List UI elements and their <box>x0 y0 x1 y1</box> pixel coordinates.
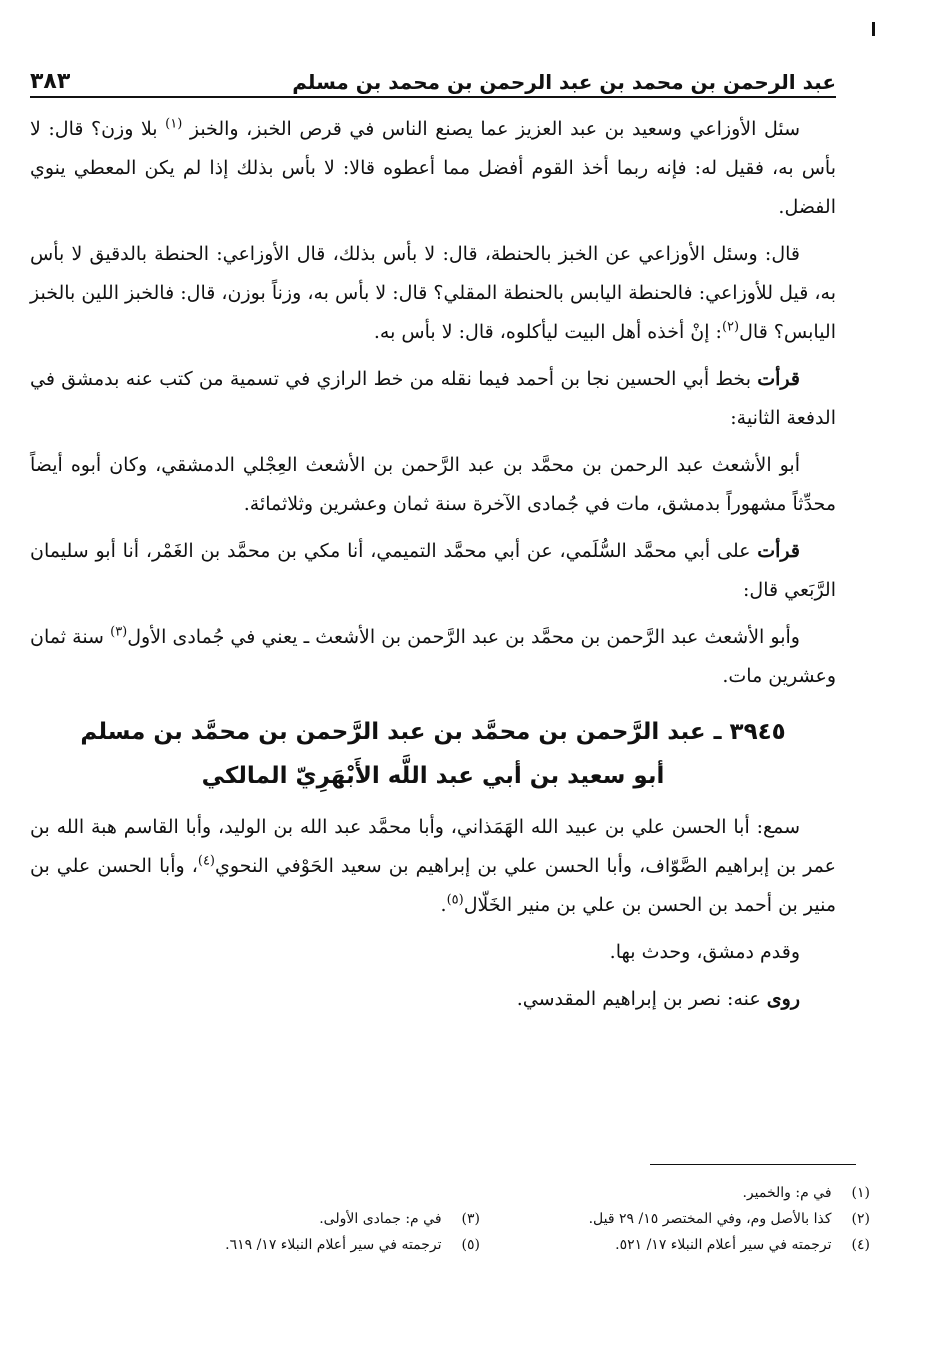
entry-title-line-1: ٣٩٤٥ ـ عبد الرَّحمن بن محمَّد بن عبد الرَّحمن بن محمَّد بن مسلم <box>80 719 786 745</box>
paragraph-6 <box>30 618 836 696</box>
footnote-3-text: في م: جمادى الأولى. <box>319 1211 442 1227</box>
main-text <box>30 110 836 1027</box>
footnote-2 <box>480 1206 870 1232</box>
footnote-row-3 <box>80 1232 870 1258</box>
footnote-3 <box>90 1206 480 1232</box>
footnote-5-text: ترجمته في سير أعلام النبلاء ١٧/ ٦١٩. <box>225 1237 442 1253</box>
footnote-1-number: (١) <box>851 1185 870 1201</box>
footnote-row-1 <box>80 1180 870 1206</box>
paragraph-5 <box>30 532 836 610</box>
paragraph-9 <box>30 980 836 1019</box>
paragraph-1-text-b: بلا وزن؟ قال: لا بأس به، فقيل له: فإنه ربما أخذ القوم أفضل مما أعطوه قالا: لا بأس بذلك إذا لم يكن المعطي ينوي الفضل. <box>30 118 836 218</box>
paragraph-8: وقدم دمشق، وحدث بها. <box>609 941 800 963</box>
paragraph-9-lead: روى <box>766 988 800 1010</box>
footnote-ref-1: (١) <box>165 116 183 132</box>
corner-mark <box>872 22 875 36</box>
footnote-3-number: (٣) <box>461 1211 480 1227</box>
running-header <box>30 56 836 96</box>
footnote-1 <box>480 1180 870 1206</box>
paragraph-6-text-b: سنة ثمان وعشرين مات. <box>30 626 836 687</box>
footnote-2-number: (٢) <box>851 1211 870 1227</box>
footnote-ref-2: (٢) <box>721 319 740 335</box>
paragraph-1 <box>30 110 836 227</box>
paragraph-3-lead: قرأت <box>757 368 800 390</box>
entry-title-line-2: أبو سعيد بن أبي عبد اللَّه الأَبْهَرِيّ المالكي <box>201 763 665 789</box>
footnote-row-2 <box>80 1206 870 1232</box>
paragraph-2-text-a: قال: وسئل الأوزاعي عن الخبز بالحنطة، قال: لا بأس بذلك، قال الأوزاعي: الحنطة بالدقيق لا بأس به، قيل للأوزاعي: فالحنطة اليابس بالحنطة المقلي؟ قال: لا بأس به، وزناً بوزن، قال: فالخبز اللين بالخبز اليابس؟ قال <box>30 243 836 343</box>
footnote-ref-5: (٥) <box>446 892 464 908</box>
paragraph-3-text: بخط أبي الحسين نجا بن أحمد فيما نقله من خط الرازي في تسمية من كتب عنه بدمشق في الدفعة الثانية: <box>30 368 836 429</box>
footnote-4 <box>480 1232 870 1258</box>
page-number: ٣٨٣ <box>30 69 71 94</box>
paragraph-3 <box>30 360 836 438</box>
paragraph-4: أبو الأشعث عبد الرحمن بن محمَّد بن عبد الرَّحمن بن الأشعث العِجْلي الدمشقي، وكان أبوه أيضاً محدِّثاً مشهوراً بدمشق، مات في جُمادى الآخرة سنة ثمان وعشرين وثلاثمائة. <box>30 454 836 515</box>
footnote-5 <box>90 1232 480 1258</box>
paragraph-7-text-b: ، وأبا الحسن علي بن منير بن أحمد بن الحسن بن علي بن منير الخَلّال <box>30 855 836 916</box>
paragraph-7-text-c: . <box>440 894 447 916</box>
paragraph-6-text-a: وأبو الأشعث عبد الرَّحمن بن محمَّد بن عبد الرَّحمن بن الأشعث ـ يعني في جُمادى الأول <box>127 626 800 648</box>
entry-title <box>30 710 836 798</box>
running-header-title: عبد الرحمن بن محمد بن عبد الرحمن بن محمد بن مسلم <box>292 70 836 94</box>
paragraph-2 <box>30 235 836 352</box>
paragraph-2-text-b: : إنْ أخذه أهل البيت ليأكلوه، قال: لا بأس به. <box>373 321 722 343</box>
paragraph-5-lead: قرأت <box>757 540 800 562</box>
paragraph-5-text: على أبي محمَّد السُّلَمي، عن أبي محمَّد التميمي، أنا مكي بن محمَّد بن الغَمْر، أنا أبو سليمان الرَّبَعي قال: <box>30 540 836 601</box>
footnote-rule <box>650 1164 856 1165</box>
paragraph-9-text: عنه: نصر بن إبراهيم المقدسي. <box>516 988 761 1010</box>
footnote-5-number: (٥) <box>461 1237 480 1253</box>
footnote-ref-4: (٤) <box>197 853 215 869</box>
footnote-4-number: (٤) <box>851 1237 870 1253</box>
footnote-ref-3: (٣) <box>110 624 128 640</box>
footnote-4-text: ترجمته في سير أعلام النبلاء ١٧/ ٥٢١. <box>615 1237 832 1253</box>
footnotes <box>80 1180 870 1258</box>
paragraph-7 <box>30 808 836 925</box>
footnote-2-text: كذا بالأصل وم، وفي المختصر ١٥/ ٢٩ قيل. <box>588 1211 832 1227</box>
paragraph-7-text-a: سمع: أبا الحسن علي بن عبيد الله الهَمَذاني، وأبا محمَّد عبد الله بن الوليد، وأبا القاسم هبة الله بن عمر بن إبراهيم الصَّوّاف، وأبا الحسن علي بن إبراهيم بن سعيد الحَوْفي النحوي <box>30 816 836 877</box>
paragraph-1-text-a: سئل الأوزاعي وسعيد بن عبد العزيز عما يصنع الناس في قرص الخبز، والخبز <box>189 118 801 140</box>
header-rule <box>30 96 836 98</box>
footnote-1-text: في م: والخمير. <box>742 1185 832 1201</box>
